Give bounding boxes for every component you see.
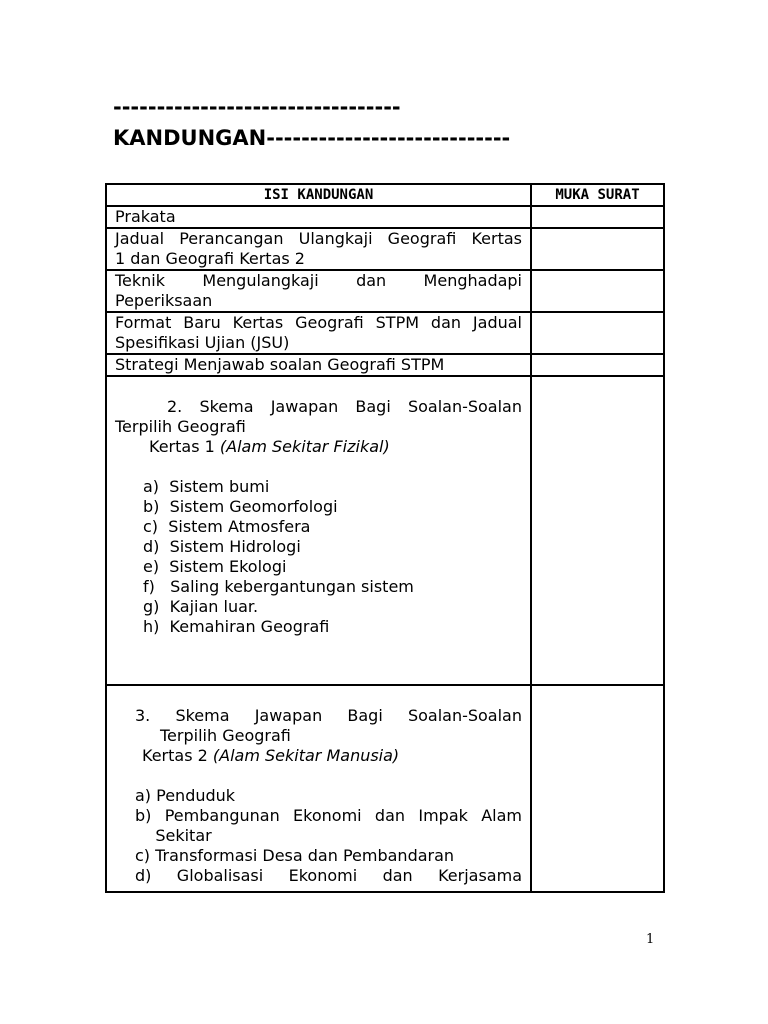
page-cell <box>531 685 664 892</box>
table-row <box>106 354 664 376</box>
row-line: Format Baru Kertas Geografi STPM dan Jadual <box>115 313 522 332</box>
table-row <box>106 685 664 892</box>
table-row <box>106 228 664 270</box>
section-3-paper-italic: (Alam Sekitar Manusia) <box>212 746 400 765</box>
table-row <box>106 312 664 354</box>
list-item: d) Sistem Hidrologi <box>143 537 301 556</box>
table-row <box>106 206 664 228</box>
page-cell <box>531 376 664 685</box>
row-line: Teknik Mengulangkaji dan Menghadapi <box>115 271 522 290</box>
row-line: Jadual Perancangan Ulangkaji Geografi Kertas <box>115 229 522 248</box>
header-muka-surat: MUKA SURAT <box>531 184 664 206</box>
section-3-subtitle: Terpilih Geografi <box>160 726 291 745</box>
list-item: b) Sistem Geomorfologi <box>143 497 338 516</box>
page-cell <box>531 206 664 228</box>
table-header-row <box>106 184 664 206</box>
list-item: c) Transformasi Desa dan Pembandaran <box>135 846 455 865</box>
section-3-list <box>115 786 522 886</box>
list-item: a) Penduduk <box>135 786 236 805</box>
row-jadual-perancangan <box>106 228 531 270</box>
page-cell <box>531 228 664 270</box>
section-2-paper-italic: (Alam Sekitar Fizikal) <box>219 437 390 456</box>
list-item: e) Sistem Ekologi <box>143 557 287 576</box>
list-item: d) Globalisasi Ekonomi dan Kerjasama <box>135 866 522 885</box>
row-prakata: Prakata <box>106 206 531 228</box>
contents-table <box>105 183 665 893</box>
row-teknik <box>106 270 531 312</box>
section-2-cell <box>106 376 531 685</box>
page-heading <box>113 92 510 154</box>
section-2-paper: Kertas 1 (Alam Sekitar Fizikal) <box>149 437 390 456</box>
section-2-list <box>115 477 522 637</box>
row-format-baru <box>106 312 531 354</box>
section-3-cell <box>106 685 531 892</box>
row-line: 1 dan Geografi Kertas 2 <box>115 249 305 268</box>
header-isi-kandungan: ISI KANDUNGAN <box>106 184 531 206</box>
page-number: 1 <box>646 932 655 947</box>
list-item: g) Kajian luar. <box>143 597 259 616</box>
section-2-subtitle: Terpilih Geografi <box>115 417 246 436</box>
section-2-title: 2. Skema Jawapan Bagi Soalan-Soalan <box>167 397 522 416</box>
list-item: Sekitar <box>135 826 212 845</box>
list-item: h) Kemahiran Geografi <box>143 617 330 636</box>
row-strategi: Strategi Menjawab soalan Geografi STPM <box>106 354 531 376</box>
heading-line-2: KANDUNGAN---------------------------- <box>113 126 511 150</box>
table-row <box>106 270 664 312</box>
section-3-paper: Kertas 2 (Alam Sekitar Manusia) <box>142 746 400 765</box>
list-item: a) Sistem bumi <box>143 477 270 496</box>
page-cell <box>531 354 664 376</box>
list-item: f) Saling kebergantungan sistem <box>143 577 414 596</box>
section-3-title: 3. Skema Jawapan Bagi Soalan-Soalan <box>135 706 522 725</box>
heading-line-1: --------------------------------- <box>113 95 401 119</box>
table-row <box>106 376 664 685</box>
list-item: c) Sistem Atmosfera <box>143 517 311 536</box>
page-cell <box>531 312 664 354</box>
row-line: Peperiksaan <box>115 291 213 310</box>
page-cell <box>531 270 664 312</box>
list-item: b) Pembangunan Ekonomi dan Impak Alam <box>135 806 522 825</box>
row-line: Spesifikasi Ujian (JSU) <box>115 333 290 352</box>
